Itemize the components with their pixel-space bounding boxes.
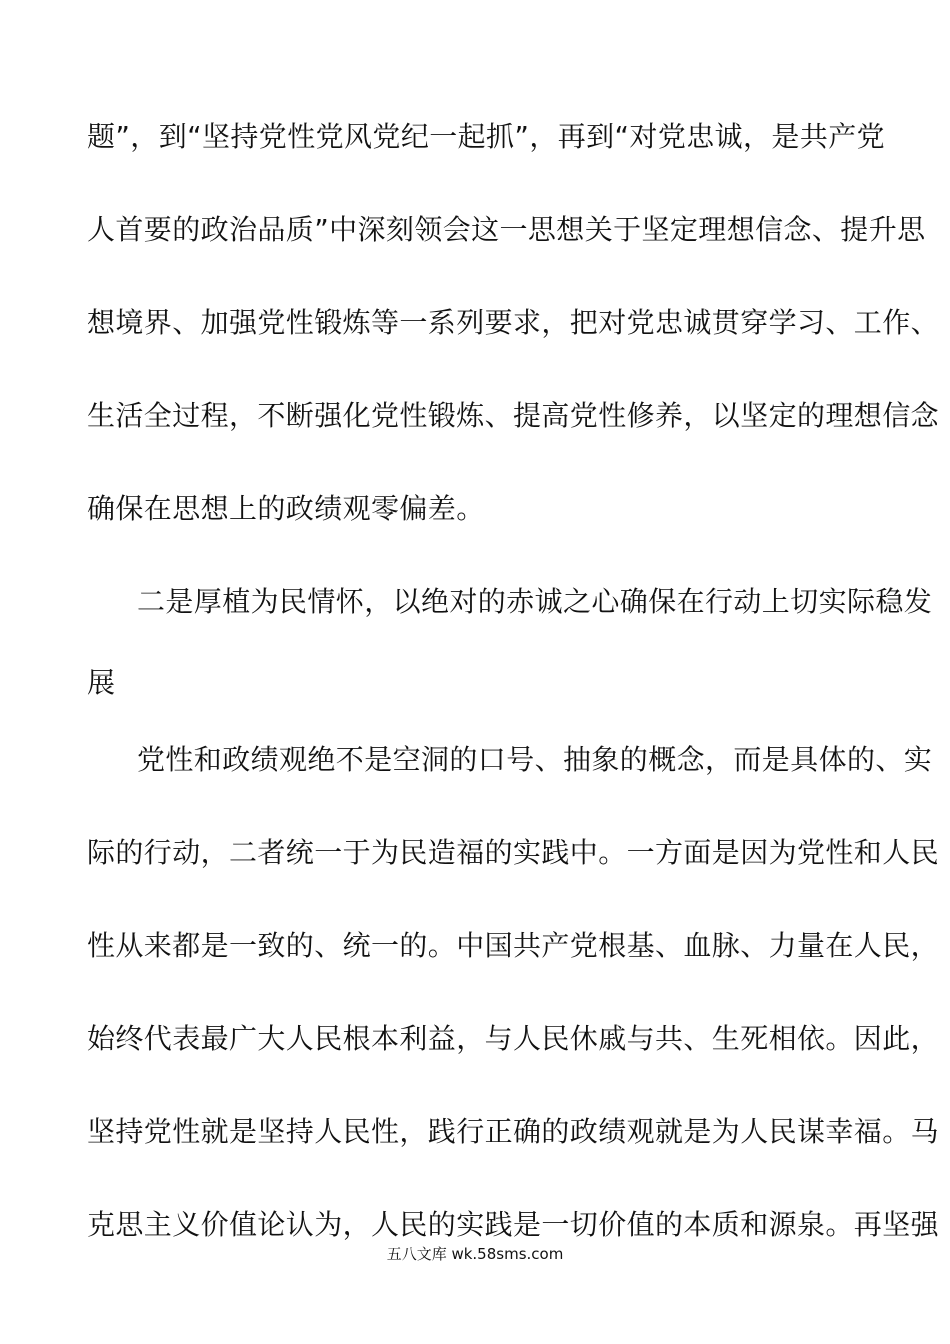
body-line: 想境界、加强党性锻炼等一系列要求，把对党忠诚贯穿学习、工作、 <box>87 306 940 339</box>
body-line: 克思主义价值论认为，人民的实践是一切价值的本质和源泉。再坚强 <box>87 1208 940 1241</box>
section-heading: 二是厚植为民情怀，以绝对的赤诚之心确保在行动上切实际稳发 <box>137 585 933 618</box>
footer-watermark: 五八文库 wk.58sms.com <box>386 1245 564 1263</box>
body-line: 际的行动，二者统一于为民造福的实践中。一方面是因为党性和人民 <box>87 836 940 869</box>
body-line: 坚持党性就是坚持人民性，践行正确的政绩观就是为人民谋幸福。马 <box>87 1115 940 1148</box>
body-line: 题”，到“坚持党性党风党纪一起抓”，再到“对党忠诚，是共产党 <box>87 120 886 153</box>
body-line: 性从来都是一致的、统一的。中国共产党根基、血脉、力量在人民， <box>87 929 940 962</box>
body-line: 生活全过程，不断强化党性锻炼、提高党性修养，以坚定的理想信念 <box>87 399 940 432</box>
body-line: 确保在思想上的政绩观零偏差。 <box>87 492 485 525</box>
paragraph-first-line: 党性和政绩观绝不是空洞的口号、抽象的概念，而是具体的、实 <box>137 743 933 776</box>
section-heading-continued: 展 <box>87 666 116 699</box>
body-line: 人首要的政治品质”中深刻领会这一思想关于坚定理想信念、提升思 <box>87 213 926 246</box>
body-line: 始终代表最广大人民根本利益，与人民休戚与共、生死相依。因此， <box>87 1022 940 1055</box>
